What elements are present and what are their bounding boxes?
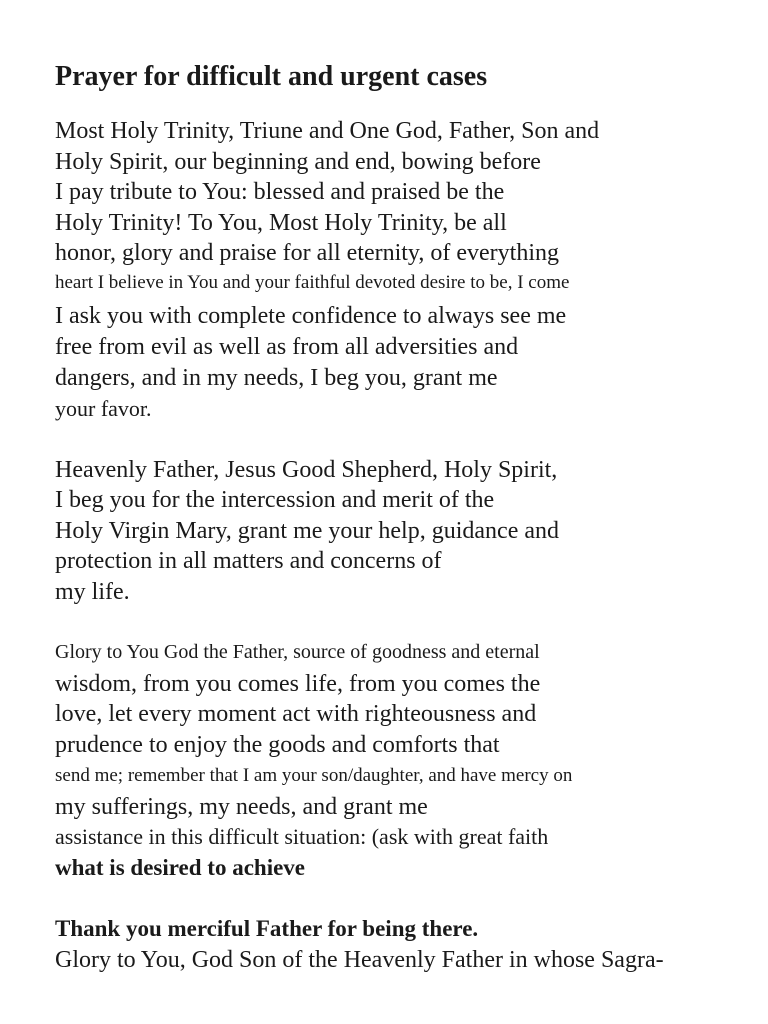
text-line: send me; remember that I am your son/daughter, and have mercy on <box>55 765 573 786</box>
text-line: assistance in this difficult situation: (ask with great faith <box>55 824 549 849</box>
text-line: free from evil as well as from all adversities and <box>55 334 519 360</box>
text-line: Glory to You, God Son of the Heavenly Father in whose Sagra- <box>55 947 664 973</box>
text-line-bold: Thank you merciful Father for being there. <box>55 916 479 941</box>
text-line: dangers, and in my needs, I beg you, grant me <box>55 365 498 391</box>
text-line: protection in all matters and concerns of <box>55 548 442 574</box>
text-line: Most Holy Trinity, Triune and One God, Father, Son and <box>55 118 600 144</box>
text-line: Holy Spirit, our beginning and end, bowing before <box>55 149 541 175</box>
text-line: Holy Virgin Mary, grant me your help, guidance and <box>55 518 559 544</box>
text-line: Heavenly Father, Jesus Good Shepherd, Holy Spirit, <box>55 457 558 483</box>
text-line: I ask you with complete confidence to always see me <box>55 303 567 329</box>
page-title: Prayer for difficult and urgent cases <box>55 61 488 92</box>
text-line: I pay tribute to You: blessed and praised be the <box>55 179 505 205</box>
text-line: heart I believe in You and your faithful devoted desire to be, I come <box>55 272 570 293</box>
text-line-bold: what is desired to achieve <box>55 855 306 880</box>
text-line: your favor. <box>55 396 152 421</box>
text-line: love, let every moment act with righteousness and <box>55 701 537 727</box>
text-line: honor, glory and praise for all eternity, of everything <box>55 240 559 266</box>
text-line: Glory to You God the Father, source of goodness and eternal <box>55 641 540 663</box>
text-line: Holy Trinity! To You, Most Holy Trinity, be all <box>55 210 507 236</box>
text-line: my life. <box>55 579 130 605</box>
text-line: my sufferings, my needs, and grant me <box>55 794 428 820</box>
text-line: prudence to enjoy the goods and comforts that <box>55 732 500 758</box>
text-line: I beg you for the intercession and merit of the <box>55 487 495 513</box>
text-line: wisdom, from you comes life, from you comes the <box>55 671 541 697</box>
